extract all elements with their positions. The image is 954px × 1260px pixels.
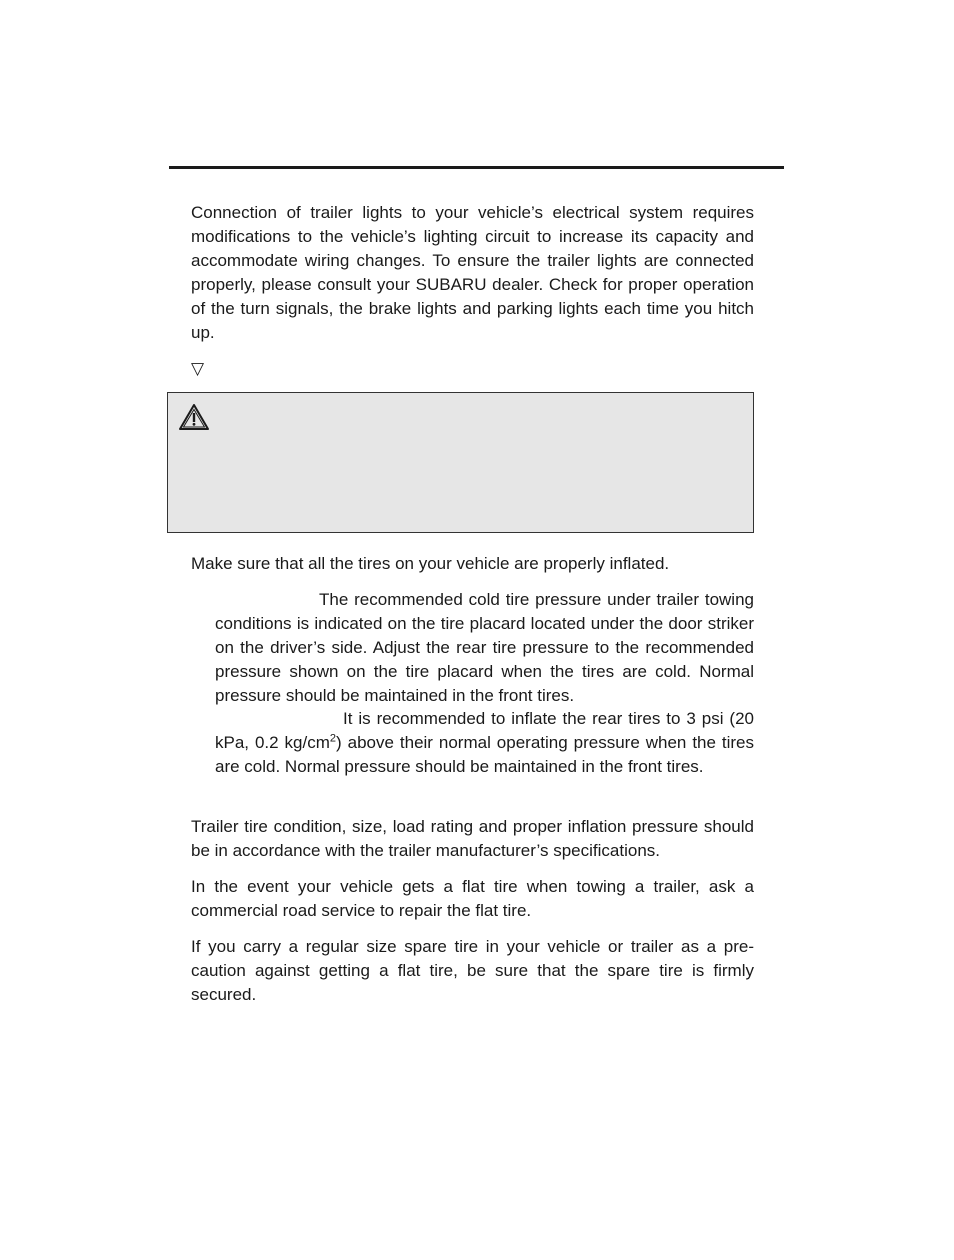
section-top-rule: [169, 166, 784, 169]
tire-pressure-item-2-text-a: It is recommended to inflate the rear tires to 3 psi (20 kPa, 0.2 kg/cm: [215, 709, 754, 752]
warning-triangle-icon: [178, 403, 210, 431]
spare-tire-paragraph: If you carry a regular size spare tire in your vehicle or trailer as a pre-caution against getting a flat tire, be sure that the spare tire is firmly secured.: [191, 937, 754, 1004]
subheading-marker: ▽: [191, 359, 205, 378]
intro-paragraph: Connection of trailer lights to your vehicle’s electrical system requires modifications to the vehicle’s lighting circuit to increase its capacity and accommodate wiring changes. To ensure the trailer lights are connected properly, please consult your SUBARU dealer. Check for proper operation of the turn signals, the brake lights and parking lights each time you hitch up.: [191, 203, 754, 342]
tire-pressure-item-2: [215, 707, 754, 779]
flat-tire-paragraph: In the event your vehicle gets a flat tire when towing a trailer, ask a commercial road service to repair the flat tire.: [191, 877, 754, 920]
tire-pressure-item-2-text-b: ) above their normal operating pressure when the tires are cold. Normal pressure should be maintained in the front tires.: [215, 733, 755, 776]
warning-box: [167, 392, 754, 533]
tire-pressure-unit-superscript: 2: [329, 732, 337, 745]
tire-inflation-intro: Make sure that all the tires on your vehicle are properly inflated.: [191, 554, 670, 573]
tire-pressure-item-1: [215, 588, 754, 708]
tire-pressure-item-1-text: The recommended cold tire pressure under trailer towing conditions is indicated on the tire placard located under the door striker on the driver’s side. Adjust the rear tire pressure to the recommended pressure shown on the tire placard when the tires are cold. Normal pressure should be maintained in the front tires.: [215, 590, 754, 705]
trailer-tire-paragraph: Trailer tire condition, size, load rating and proper inflation pressure should be in accordance with the trailer manufacturer’s specifications.: [191, 817, 754, 860]
